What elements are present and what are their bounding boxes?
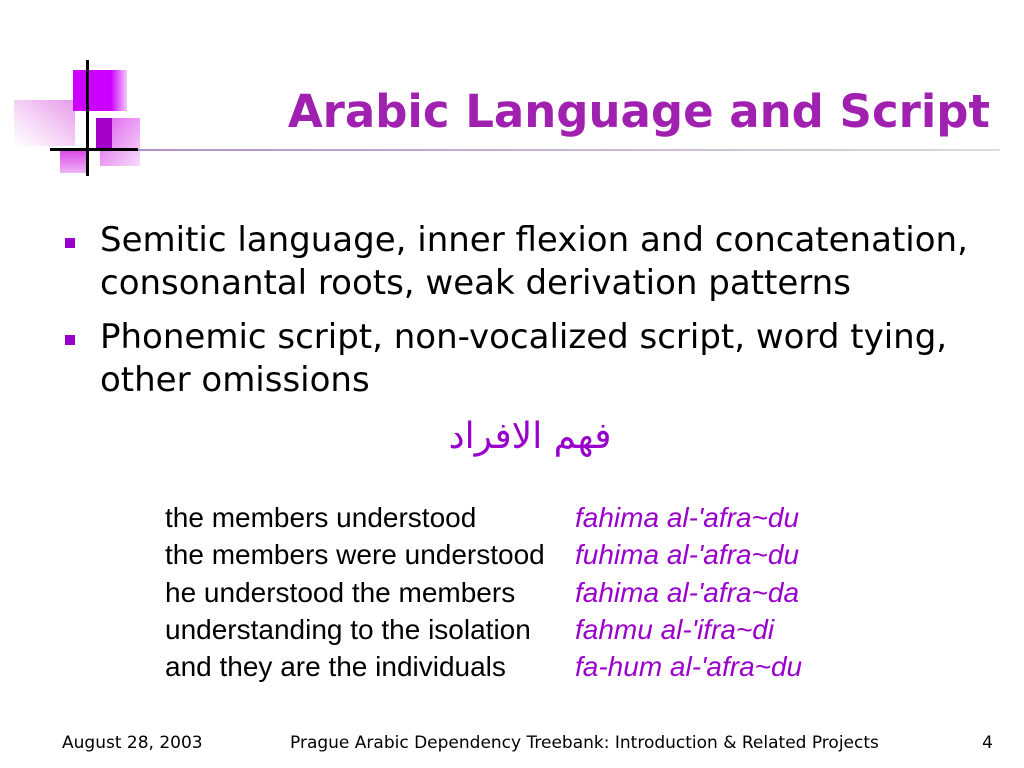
- reading-transliteration: fahima al-'afra~du: [575, 502, 800, 533]
- bullet-item: [100, 316, 1000, 402]
- reading-row: [165, 648, 865, 685]
- pale-square-decoration: [14, 100, 75, 146]
- reading-transliteration: fa-hum al-'afra~du: [575, 651, 803, 682]
- slide-footer: [0, 732, 1024, 754]
- page-number: 4: [982, 733, 993, 753]
- bright-square-decoration: [73, 70, 127, 111]
- reading-transliteration: fahima al-'afra~da: [575, 576, 800, 608]
- footer-date: August 28, 2003: [62, 733, 203, 753]
- bullet-square-icon: [65, 335, 75, 345]
- reading-row: [165, 574, 865, 611]
- readings-table: [165, 499, 865, 685]
- vertical-line-decoration: [86, 60, 89, 176]
- bullet-item: [100, 219, 1000, 305]
- bullet-square-icon: [65, 238, 75, 248]
- reading-gloss: the members understood: [165, 502, 477, 533]
- footer-title: Prague Arabic Dependency Treebank: Introduction & Related Projects: [290, 733, 879, 753]
- bullet-list: [100, 219, 1000, 413]
- title-underline: [138, 149, 1000, 151]
- reading-gloss: understanding to the isolation: [165, 613, 531, 645]
- bullet-text: Semitic language, inner flexion and concatenation, consonantal roots, weak derivation patterns: [100, 220, 968, 303]
- reading-transliteration: fuhima al-'afra~du: [575, 539, 800, 571]
- reading-gloss: he understood the members: [165, 576, 516, 608]
- reading-row: [165, 499, 865, 536]
- arabic-example: فهم الافراد: [448, 416, 612, 457]
- reading-gloss: the members were understood: [165, 539, 545, 571]
- reading-gloss: and they are the individuals: [165, 651, 506, 682]
- reading-row: [165, 611, 865, 648]
- slide-title: Arabic Language and Script: [287, 85, 990, 138]
- dark-square-decoration: [96, 118, 112, 150]
- lower-square-decoration: [60, 151, 87, 173]
- reading-transliteration: fahmu al-'ifra~di: [575, 613, 775, 645]
- bullet-text: Phonemic script, non-vocalized script, word tying, other omissions: [100, 317, 948, 400]
- horizontal-line-decoration: [50, 148, 138, 151]
- reading-row: [165, 536, 865, 573]
